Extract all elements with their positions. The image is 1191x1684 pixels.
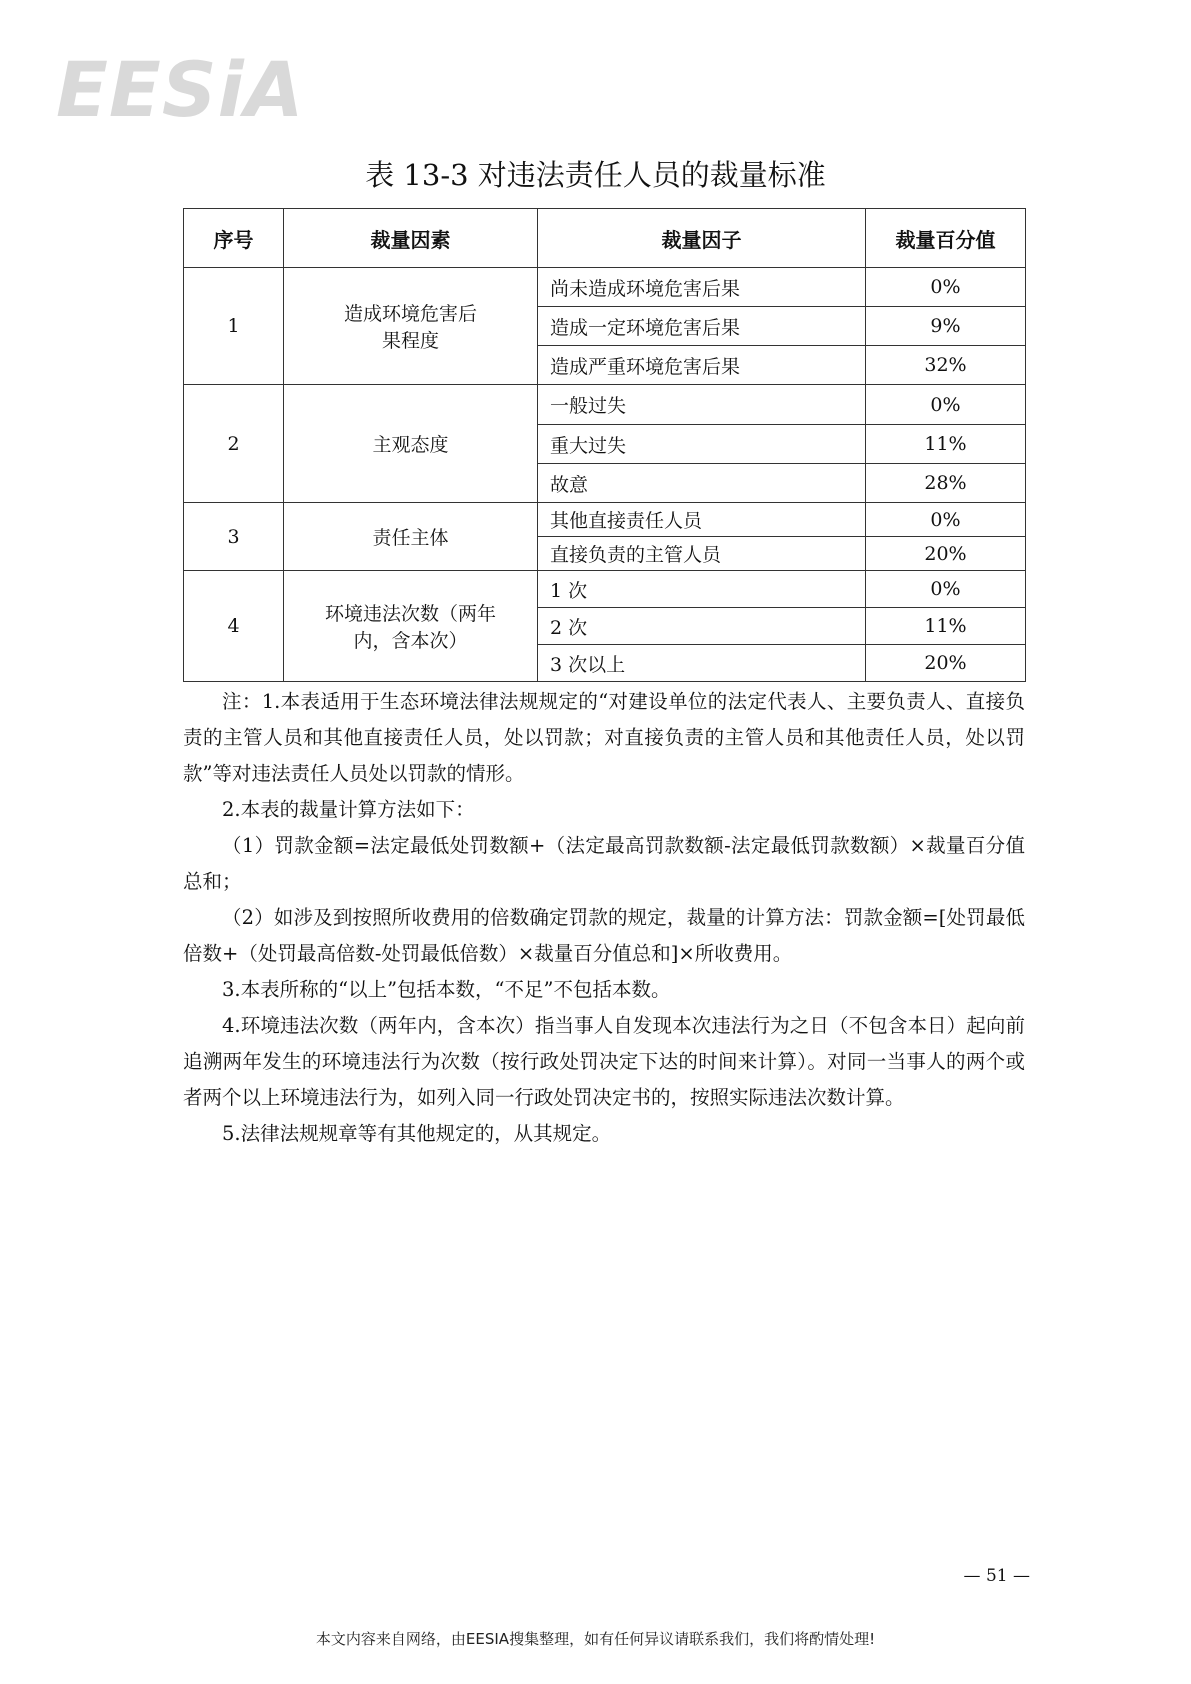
group-factor: 责任主体 (284, 503, 538, 571)
discretion-standard-table (183, 208, 1026, 682)
note-paragraph: （2）如涉及到按照所收费用的倍数确定罚款的规定，裁量的计算方法：罚款金额=[处罚最低倍数+（处罚最高倍数-处罚最低倍数）×裁量百分值总和]×所收费用。 (183, 906, 1025, 965)
eesia-watermark-logo: EESiA (56, 45, 305, 134)
note-paragraph: 5.法律法规规章等有其他规定的，从其规定。 (222, 1122, 612, 1145)
table-row (184, 571, 1026, 608)
group-number: 1 (184, 268, 284, 385)
factor-item: 造成严重环境危害后果 (538, 346, 866, 385)
note-paragraph: 4.环境违法次数（两年内，含本次）指当事人自发现本次违法行为之日（不包含本日）起向前追溯两年发生的环境违法行为次数（按行政处罚决定下达的时间来计算）。对同一当事人的两个或者两个以上环境违法行为，如列入同一行政处罚决定书的，按照实际违法次数计算。 (183, 1014, 1025, 1109)
footer-disclaimer: 本文内容来自网络，由EESIA搜集整理，如有任何异议请联系我们，我们将酌情处理! (315, 1630, 876, 1648)
page-number: — 51 — (963, 1566, 1030, 1586)
factor-value: 20% (866, 645, 1026, 682)
table-row (184, 268, 1026, 307)
note-paragraph: 注：1.本表适用于生态环境法律法规规定的“对建设单位的法定代表人、主要负责人、直接负责的主管人员和其他直接责任人员，处以罚款；对直接负责的主管人员和其他责任人员，处以罚款”等对违法责任人员处以罚款的情形。 (183, 690, 1025, 785)
group-number: 4 (184, 571, 284, 682)
factor-item: 造成一定环境危害后果 (538, 307, 866, 346)
factor-value: 9% (866, 307, 1026, 346)
table-notes (183, 684, 1025, 1152)
note-paragraph: 3.本表所称的“以上”包括本数，“不足”不包括本数。 (222, 978, 671, 1001)
factor-value: 20% (866, 537, 1026, 571)
header-percent: 裁量百分值 (866, 209, 1026, 268)
factor-item: 2 次 (538, 608, 866, 645)
group-factor: 环境违法次数（两年内，含本次） (284, 571, 538, 682)
note-paragraph: 2.本表的裁量计算方法如下： (222, 798, 475, 821)
group-number: 2 (184, 385, 284, 503)
header-item: 裁量因子 (538, 209, 866, 268)
factor-value: 28% (866, 464, 1026, 503)
factor-value: 0% (866, 503, 1026, 537)
note-paragraph: （1）罚款金额=法定最低处罚数额+（法定最高罚款数额-法定最低罚款数额）×裁量百分值总和； (183, 834, 1025, 893)
factor-item: 3 次以上 (538, 645, 866, 682)
factor-item: 尚未造成环境危害后果 (538, 268, 866, 307)
table-row (184, 503, 1026, 537)
table-title: 表 13-3 对违法责任人员的裁量标准 (365, 158, 826, 192)
group-number: 3 (184, 503, 284, 571)
factor-item: 故意 (538, 464, 866, 503)
factor-item: 直接负责的主管人员 (538, 537, 866, 571)
factor-value: 32% (866, 346, 1026, 385)
factor-value: 0% (866, 385, 1026, 425)
factor-value: 11% (866, 608, 1026, 645)
factor-value: 0% (866, 268, 1026, 307)
factor-item: 1 次 (538, 571, 866, 608)
factor-value: 11% (866, 425, 1026, 464)
group-factor: 造成环境危害后果程度 (284, 268, 538, 385)
header-factor: 裁量因素 (284, 209, 538, 268)
factor-item: 一般过失 (538, 385, 866, 425)
factor-value: 0% (866, 571, 1026, 608)
table-header-row (184, 209, 1026, 268)
factor-item: 其他直接责任人员 (538, 503, 866, 537)
header-no: 序号 (184, 209, 284, 268)
group-factor: 主观态度 (284, 385, 538, 503)
table-row (184, 385, 1026, 425)
factor-item: 重大过失 (538, 425, 866, 464)
